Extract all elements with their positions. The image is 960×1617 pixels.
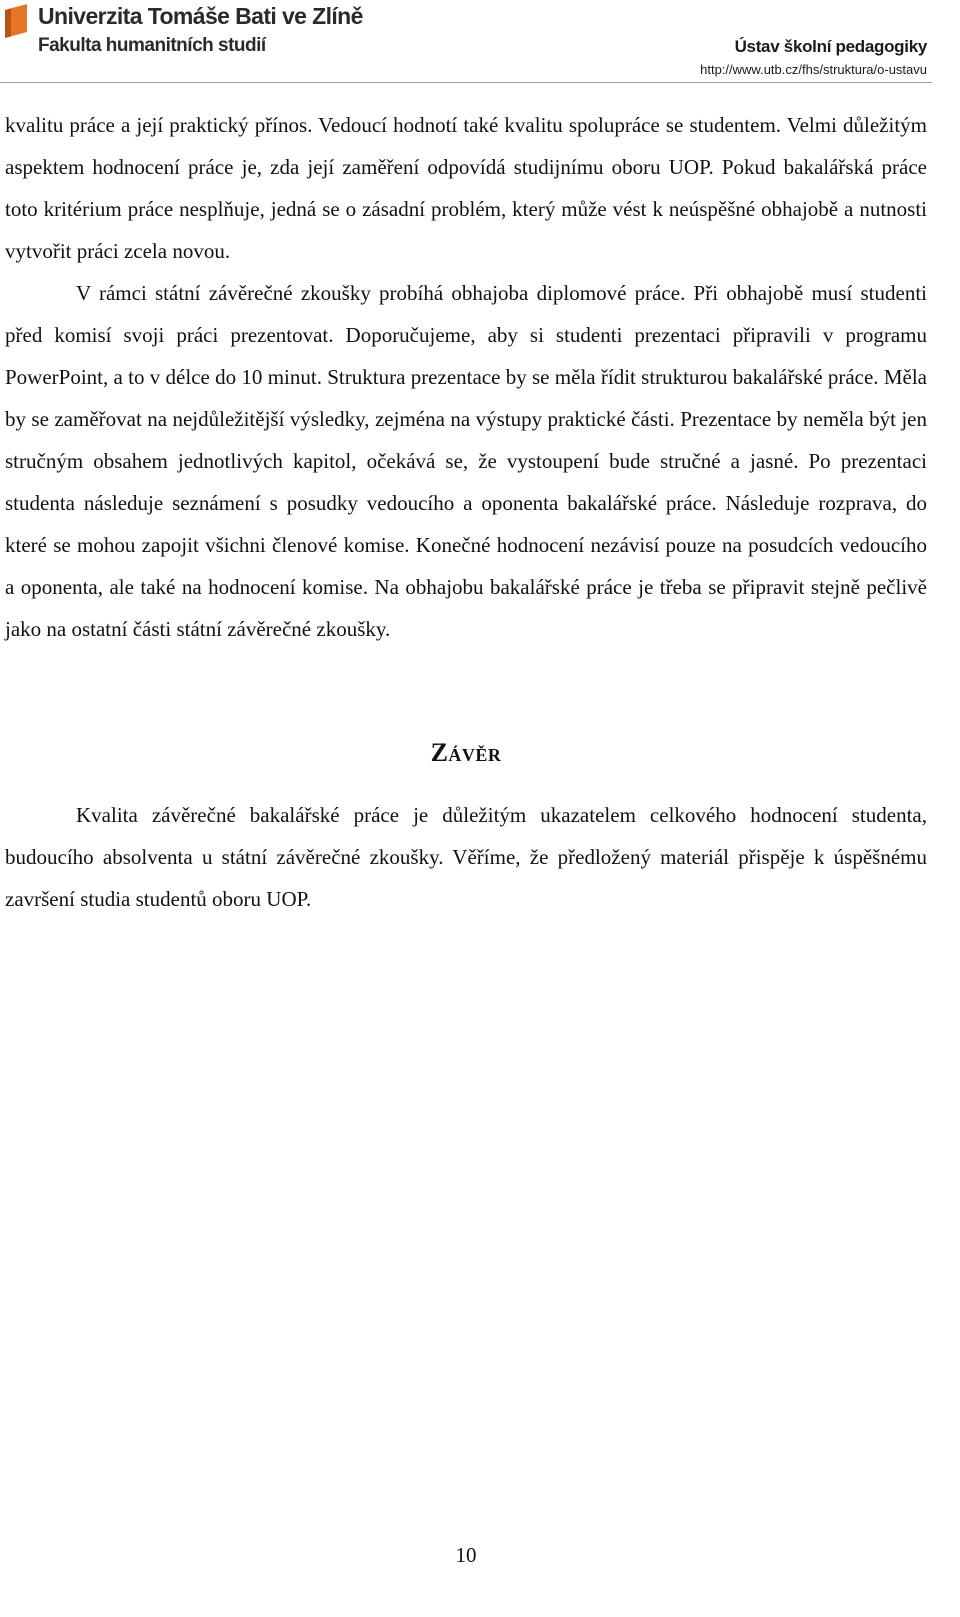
- page-number: 10: [455, 1543, 477, 1567]
- section-heading: Závěr: [430, 738, 502, 767]
- department-name: Ústav školní pedagogiky: [734, 37, 927, 56]
- department-url[interactable]: http://www.utb.cz/fhs/struktura/o-ustavu: [700, 62, 927, 77]
- university-logo-icon: [5, 4, 27, 38]
- paragraph: Kvalita závěrečné bakalářské práce je důležitým ukazatelem celkového hodnocení studenta, budoucího absolventa u státní závěrečné zkoušky. Věříme, že předložený materiál přispěje k úspěšnému završení studia studentů oboru UOP.: [5, 803, 927, 911]
- paragraph: kvalitu práce a její praktický přínos. Vedoucí hodnotí také kvalitu spolupráce se studentem. Velmi důležitým aspektem hodnocení práce je, zda její zaměření odpovídá studijnímu oboru UOP. Pokud bakalářská práce toto kritérium práce nesplňuje, jedná se o zásadní problém, který může vést k neúspěšné obhajobě a nutnosti vytvořit práci zcela novou.: [5, 113, 927, 263]
- paragraph: V rámci státní závěrečné zkoušky probíhá obhajoba diplomové práce. Při obhajobě musí studenti před komisí svoji práci prezentovat. Doporučujeme, aby si studenti prezentaci připravili v programu PowerPoint, a to v délce do 10 minut. Struktura prezentace by se měla řídit strukturou bakalářské práce. Měla by se zaměřovat na nejdůležitější výsledky, zejména na výstupy praktické části. Prezentace by neměla být jen stručným obsahem jednotlivých kapitol, očekává se, že vystoupení bude stručné a jasné. Po prezentaci studenta následuje seznámení s posudky vedoucího a oponenta bakalářské práce. Následuje rozprava, do které se mohou zapojit všichni členové komise. Konečné hodnocení nezávisí pouze na posudcích vedoucího a oponenta, ale také na hodnocení komise. Na obhajobu bakalářské práce je třeba se připravit stejně pečlivě jako na ostatní části státní závěrečné zkoušky.: [5, 281, 927, 641]
- header-divider: [0, 82, 932, 83]
- document-body: [5, 104, 927, 920]
- faculty-name: Fakulta humanitních studií: [38, 35, 266, 56]
- university-name: Univerzita Tomáše Bati ve Zlíně: [38, 3, 363, 29]
- page-header: [0, 0, 960, 84]
